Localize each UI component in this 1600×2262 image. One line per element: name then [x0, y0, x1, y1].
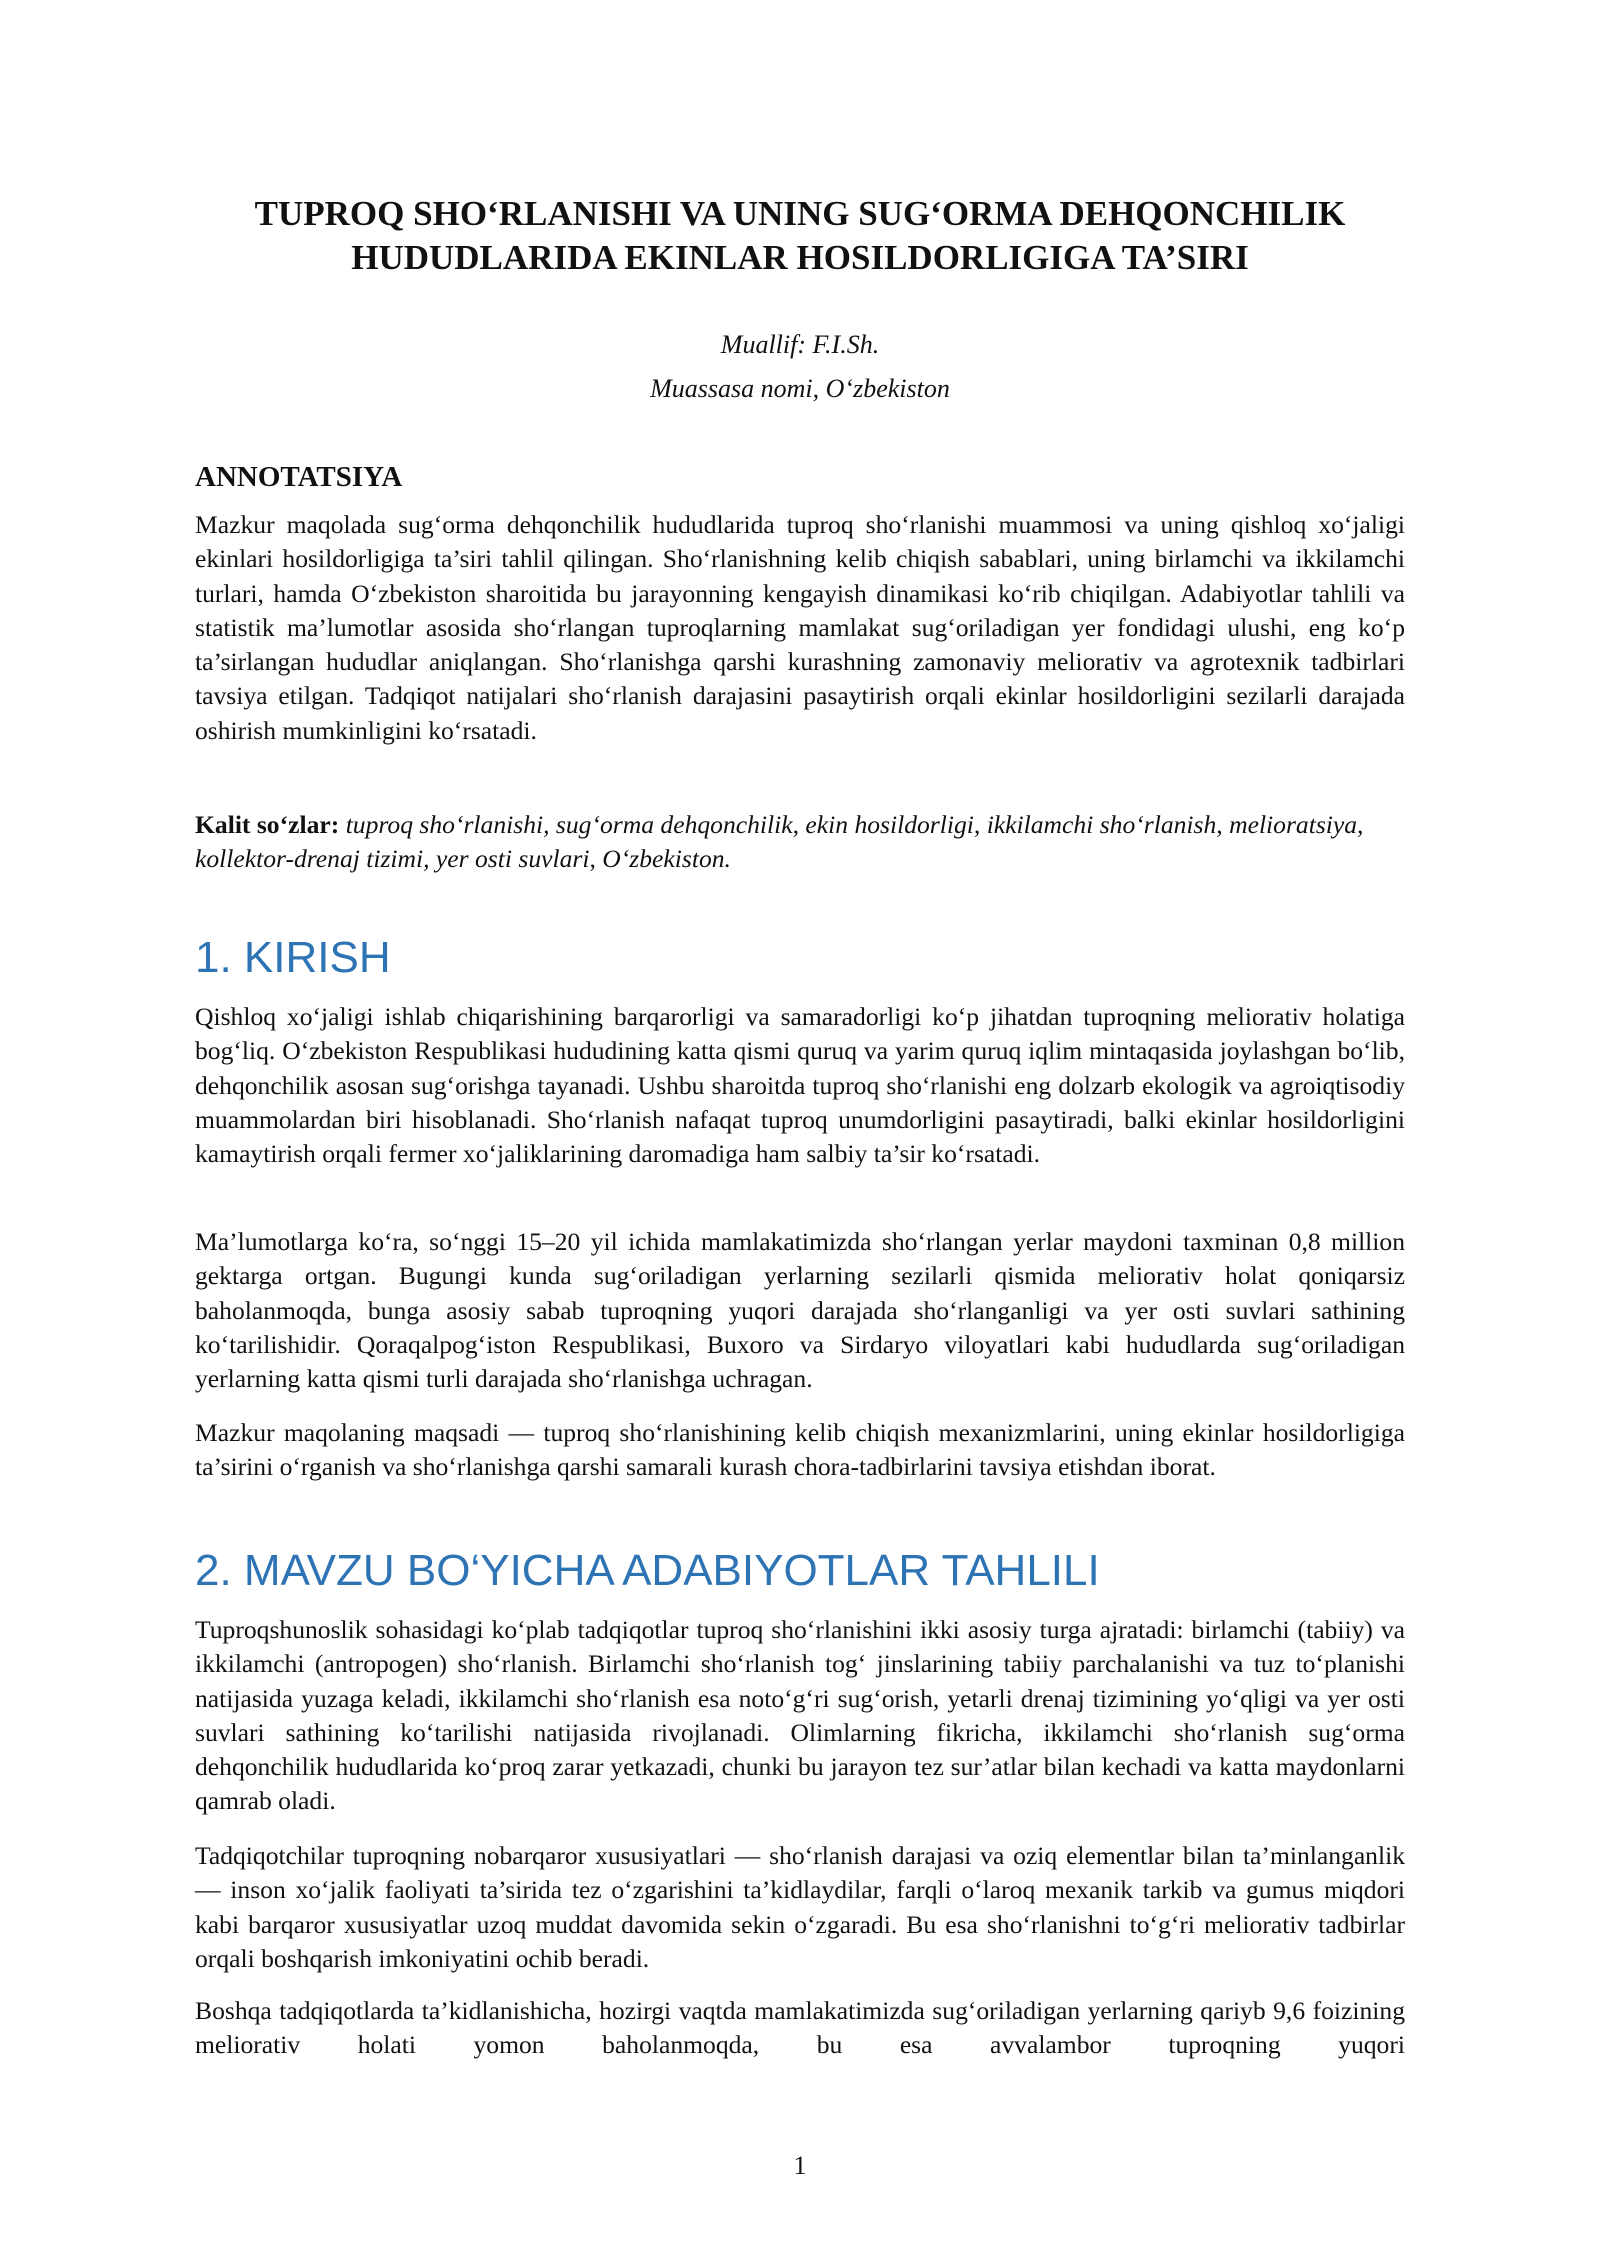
section-1-paragraph-3: Mazkur maqolaning maqsadi — tuproq sho‘rlanishining kelib chiqish mexanizmlarini, uning ekinlar hosildorligiga ta’sirini o‘rganish va sho‘rlanishga qarshi samarali kurash chora-tadbirlarini tavsiya etishdan iborat.: [195, 1418, 1405, 1482]
section-1-paragraph-2: Ma’lumotlarga ko‘ra, so‘nggi 15–20 yil ichida mamlakatimizda sho‘rlangan yerlar maydoni taxminan 0,8 million gektarga ortgan. Bugungi kunda sug‘oriladigan yerlarning sezilarli qismida meliorativ holat qoniqarsiz baholanmoqda, bunga asosiy sabab tuproqning yuqori darajada sho‘rlanganligi va yer osti suvlari sathining ko‘tarilishidir. Qoraqalpog‘iston Respublikasi, Buxoro va Sirdaryo viloyatlari kabi hududlarda sug‘oriladigan yerlarning katta qismi turli darajada sho‘rlanishga uchragan.: [195, 1227, 1405, 1394]
abstract-heading: ANNOTATSIYA: [195, 461, 403, 493]
author-block: [195, 323, 1405, 411]
section-1-paragraph-1: Qishloq xo‘jaligi ishlab chiqarishining barqarorligi va samaradorligi ko‘p jihatdan tuproqning meliorativ holatiga bog‘liq. O‘zbekiston Respublikasi hududining katta qismi quruq va yarim quruq iqlim mintaqasida joylashgan bo‘lib, dehqonchilik asosan sug‘orishga tayanadi. Ushbu sharoitda tuproq sho‘rlanishi eng dolzarb ekologik va agroiqtisodiy muammolardan biri hisoblanadi. Sho‘rlanish nafaqat tuproq unumdorligini pasaytiradi, balki ekinlar hosildorligini kamaytirish orqali fermer xo‘jaliklarining daromadiga ham salbiy ta’sir ko‘rsatadi.: [195, 1002, 1405, 1169]
section-1-heading: 1. KIRISH: [195, 933, 391, 982]
section-2-paragraph-3: Boshqa tadqiqotlarda ta’kidlanishicha, hozirgi vaqtda mamlakatimizda sug‘oriladigan yerlarning qariyb 9,6 foizining meliorativ holati yomon baholanmoqda, bu esa avvalambor tuproqning yuqori: [195, 1996, 1405, 2060]
author-name: Muallif: F.I.Sh.: [720, 330, 880, 359]
section-2-paragraph-1: Tuproqshunoslik sohasidagi ko‘plab tadqiqotlar tuproq sho‘rlanishini ikki asosiy turga ajratadi: birlamchi (tabiiy) va ikkilamchi (antropogen) sho‘rlanish. Birlamchi sho‘rlanish tog‘ jinslarining tabiiy parchalanishi va tuz to‘planishi natijasida yuzaga keladi, ikkilamchi sho‘rlanish esa noto‘g‘ri sug‘orish, yetarli drenaj tizimining yo‘qligi va yer osti suvlari sathining ko‘tarilishi natijasida rivojlanadi. Olimlarning fikricha, ikkilamchi sho‘rlanish sug‘orma dehqonchilik hududlarida ko‘proq zarar yetkazadi, chunki bu jarayon tez sur’atlar bilan kechadi va katta maydonlarni qamrab oladi.: [195, 1615, 1405, 1816]
section-2-heading: 2. MAVZU BO‘YICHA ADABIYOTLAR TAHLILI: [195, 1546, 1100, 1595]
keywords-list: tuproq sho‘rlanishi, sug‘orma dehqonchilik, ekin hosildorligi, ikkilamchi sho‘rlanish, melioratsiya, kollektor-drenaj tizimi, yer osti suvlari, O‘zbekiston.: [195, 810, 1364, 874]
author-institution: Muassasa nomi, O‘zbekiston: [650, 374, 950, 403]
keywords: [195, 808, 1405, 877]
keywords-label: Kalit so‘zlar:: [195, 810, 340, 839]
paper-title-line-1: TUPROQ SHO‘RLANISHI VA UNING SUG‘ORMA DEHQONCHILIK: [254, 194, 1346, 233]
page-number: 1: [793, 2151, 807, 2180]
section-2-paragraph-2: Tadqiqotchilar tuproqning nobarqaror xususiyatlari — sho‘rlanish darajasi va oziq elementlar bilan ta’minlanganlik — inson xo‘jalik faoliyati ta’sirida tez o‘zgarishini ta’kidlaydilar, farqli o‘laroq mexanik tarkib va gumus miqdori kabi barqaror xususiyatlar uzoq muddat davomida sekin o‘zgaradi. Bu esa sho‘rlanishni to‘g‘ri meliorativ tadbirlar orqali boshqarish imkoniyatini ochib beradi.: [195, 1841, 1405, 1973]
abstract-text: Mazkur maqolada sug‘orma dehqonchilik hududlarida tuproq sho‘rlanishi muammosi va uning qishloq xo‘jaligi ekinlari hosildorligiga ta’siri tahlil qilingan. Sho‘rlanishning kelib chiqish sabablari, uning birlamchi va ikkilamchi turlari, hamda O‘zbekiston sharoitida bu jarayonning kengayish dinamikasi ko‘rib chiqilgan. Adabiyotlar tahlili va statistik ma’lumotlar asosida sho‘rlangan tuproqlarning mamlakat sug‘oriladigan yer fondidagi ulushi, eng ko‘p ta’sirlangan hududlar aniqlangan. Sho‘rlanishga qarshi kurashning zamonaviy meliorativ va agrotexnik tadbirlari tavsiya etilgan. Tadqiqot natijalari sho‘rlanish darajasini pasaytirish orqali ekinlar hosildorligini sezilarli darajada oshirish mumkinligini ko‘rsatadi.: [195, 510, 1405, 745]
paper-title: [195, 192, 1405, 280]
paper-title-line-2: HUDUDLARIDA EKINLAR HOSILDORLIGIGA TA’SIRI: [351, 238, 1249, 277]
